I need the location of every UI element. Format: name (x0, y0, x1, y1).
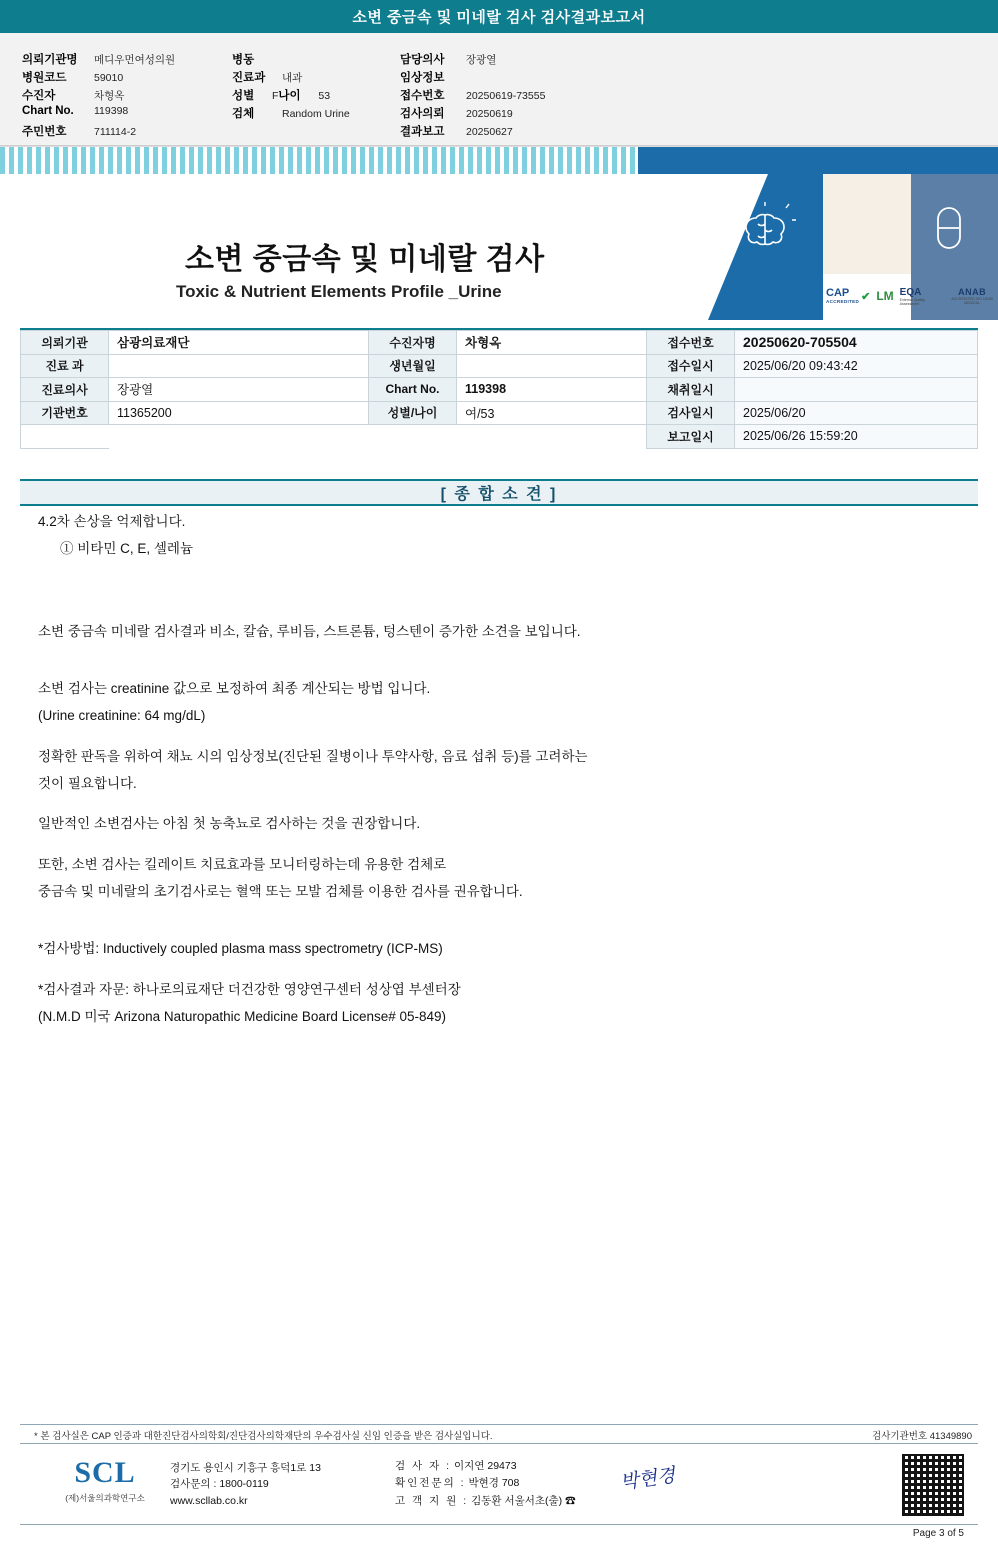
summary-line-top-1: 4.2차 손상을 억제합니다. (38, 514, 186, 529)
footer-accreditation-note: * 본 검사실은 CAP 인증과 대한진단검사의학회/진단검사의학재단의 우수검사실 신임 인증을 받은 검사실입니다. (34, 1431, 493, 1442)
anab-label: ANAB (958, 287, 987, 297)
brain-icon (734, 202, 796, 263)
cell-value-collect-datetime (735, 378, 978, 402)
cell-spacer-1 (21, 425, 109, 449)
cell-value-receipt-datetime: 2025/06/20 09:43:42 (735, 354, 978, 378)
report-title-korean: 소변 중금속 및 미네랄 검사 (185, 243, 545, 276)
summary-paragraph-chelation-2: 중금속 및 미네랄의 초기검사로는 혈액 또는 모발 검체를 이용한 검사를 권유합니다. (38, 884, 523, 900)
cell-value-department (109, 354, 369, 378)
table-row (21, 378, 978, 402)
emr-field-hospital-code (22, 69, 232, 87)
cell-label-receipt-datetime: 접수일시 (647, 354, 735, 378)
emr-label: 병원코드 (22, 72, 67, 84)
emr-value: 119398 (94, 105, 129, 117)
emr-label: 임상정보 (400, 72, 445, 84)
emr-field-resident-no (22, 123, 232, 141)
emr-value: 53 (318, 90, 331, 102)
spacer (38, 800, 958, 814)
eqa-label: EQA (899, 286, 922, 298)
cell-value-test-datetime: 2025/06/20 (735, 401, 978, 425)
table-row (21, 425, 978, 449)
cell-label-institution: 의뢰기관 (21, 331, 109, 355)
cell-label-inst-no: 기관번호 (21, 401, 109, 425)
spacer (38, 649, 958, 679)
cell-label-department: 진료 과 (21, 354, 109, 378)
cell-spacer-4 (457, 425, 647, 449)
footer-institution-code: 검사기관번호 41349890 (872, 1431, 972, 1442)
cell-value-accession: 20250620-705504 (735, 331, 978, 355)
emr-label: 검사의뢰 (400, 108, 445, 120)
spacer (38, 566, 958, 622)
cell-label-chart-no: Chart No. (369, 378, 457, 402)
cell-value-doctor: 장광열 (109, 378, 369, 402)
emr-field-department (232, 69, 402, 87)
cell-value-sex-age: 여/53 (457, 401, 647, 425)
tester-value: 이지연 29473 (454, 1460, 517, 1472)
cap-sub-label: ACCREDITED (826, 299, 860, 304)
signature-info-block (395, 1458, 576, 1510)
pill-icon (928, 202, 976, 257)
cell-value-institution: 삼광의료재단 (109, 331, 369, 355)
report-banner-title: 소변 중금속 및 미네랄 검사 검사결과보고서 (0, 0, 998, 33)
summary-advisor-1: *검사결과 자문: 하나로의료재단 더건강한 영양연구센터 성상엽 부센터장 (38, 982, 461, 998)
summary-test-method: *검사방법: Inductively coupled plasma mass spectrometry (ICP-MS) (38, 941, 443, 957)
accreditation-logos (826, 274, 998, 318)
emr-field-specimen (232, 105, 402, 123)
emr-value: 20250619-73555 (466, 90, 546, 102)
check-icon: ✔ (861, 290, 871, 303)
emr-label: 진료과 (232, 72, 266, 84)
summary-advisor-2: (N.M.D 미국 Arizona Naturopathic Medicine Board License# 05-849) (38, 1009, 447, 1025)
emr-label: Chart No. (22, 105, 74, 117)
emr-label: 접수번호 (400, 90, 445, 102)
summary-paragraph-findings: 소변 중금속 미네랄 검사결과 비소, 칼슘, 루비듬, 스트론튬, 텅스텐이 증가한 소견을 보입니다. (38, 623, 581, 639)
patient-info-table (20, 330, 978, 449)
emr-field-ward (232, 51, 402, 69)
cell-value-report-datetime: 2025/06/26 15:59:20 (735, 425, 978, 449)
summary-paragraph-chelation-1: 또한, 소변 검사는 킬레이트 치료효과를 모니터링하는데 유용한 검체로 (38, 857, 447, 873)
emr-field-report-date (400, 123, 700, 141)
cell-label-test-datetime: 검사일시 (647, 401, 735, 425)
page-number: Page 3 of 5 (912, 1528, 964, 1539)
cell-label-accession: 접수번호 (647, 331, 735, 355)
emr-label: 병동 (232, 54, 255, 66)
cap-label: CAP (826, 287, 850, 299)
scl-logo-subtitle: (제)서울의과학연구소 (65, 1493, 145, 1503)
report-title-area (0, 174, 998, 320)
summary-paragraph-recommendation: 일반적인 소변검사는 아침 첫 농축뇨로 검사하는 것을 권장합니다. (38, 816, 421, 832)
emr-column-clinical (232, 51, 402, 123)
scl-logo: SCL (74, 1456, 136, 1489)
summary-paragraph-creatinine-1: 소변 검사는 creatinine 값으로 보정하여 최종 계산되는 방법 입니다. (38, 680, 431, 696)
summary-paragraph-interpretation-1: 정확한 판독을 위하여 채뇨 시의 임상정보(진단된 질병이나 투약사항, 음료 섭취 등)를 고려하는 (38, 748, 588, 764)
emr-field-patient-name (22, 87, 232, 105)
confirm-label: 확인전문의 : (395, 1477, 466, 1490)
table-row (21, 401, 978, 425)
emr-label: 검체 (232, 108, 255, 120)
decorative-band (0, 146, 998, 175)
cell-label-birthdate: 생년월일 (369, 354, 457, 378)
emr-field-accession-no (400, 87, 700, 105)
scl-phone-line: 검사문의 : 1800-0119 (170, 1478, 269, 1491)
support-value: 김동환 서울서초(출) ☎ (471, 1494, 576, 1507)
emr-field-order-date (400, 105, 700, 123)
footer-bottom-rule (20, 1524, 978, 1525)
emr-label: 의뢰기관명 (22, 54, 78, 66)
footer-note-row (20, 1424, 978, 1444)
emr-field-doctor (400, 51, 700, 69)
summary-line-top-2: ① 비타민 C, E, 셀레늄 (60, 540, 194, 556)
cell-spacer-3 (369, 425, 457, 449)
decorative-band-right (638, 147, 998, 175)
scl-website-line[interactable]: www.scllab.co.kr (170, 1494, 248, 1507)
emr-value: 메디우먼여성의원 (94, 54, 176, 66)
table-row (21, 331, 978, 355)
emr-value: F (272, 90, 279, 102)
emr-field-institution (22, 51, 232, 69)
spacer (38, 733, 958, 747)
patient-info-table-wrap (20, 328, 978, 449)
cell-value-inst-no: 11365200 (109, 401, 369, 425)
report-footer (20, 1424, 978, 1544)
emr-value: Random Urine (282, 108, 350, 120)
emr-value: 장광열 (466, 54, 497, 66)
cell-value-patient-name: 차형옥 (457, 331, 647, 355)
emr-label: 주민번호 (22, 126, 67, 138)
footer-main (20, 1444, 978, 1524)
emr-value: 59010 (94, 72, 124, 84)
cell-label-collect-datetime: 채취일시 (647, 378, 735, 402)
tester-row (395, 1458, 576, 1475)
emr-label: 담당의사 (400, 54, 445, 66)
hero-block-cream (823, 174, 911, 274)
scl-address-block (170, 1460, 321, 1509)
emr-value: 20250619 (466, 108, 513, 120)
emr-field-chart-no (22, 105, 232, 123)
eqa-logo (900, 287, 941, 306)
scl-logo-block (50, 1456, 160, 1504)
anab-logo (946, 287, 998, 305)
report-title-english: Toxic & Nutrient Elements Profile _Urine (176, 282, 502, 301)
tester-label: 검 사 자 : (395, 1460, 452, 1472)
cell-label-doctor: 진료의사 (21, 378, 109, 402)
emr-field-sex-age (232, 87, 402, 105)
confirm-value: 박현경 708 (468, 1477, 520, 1490)
support-label: 고 객 지 원 : (395, 1494, 469, 1507)
emr-value: 20250627 (466, 126, 513, 138)
emr-label: 나이 (278, 90, 301, 102)
emr-field-clinical-info (400, 69, 700, 87)
support-row (395, 1493, 576, 1510)
lm-logo: LM (876, 289, 894, 303)
cell-value-birthdate (457, 354, 647, 378)
hero-graphic (638, 174, 998, 320)
spacer (38, 966, 958, 980)
emr-value: 내과 (282, 72, 303, 84)
emr-age-pair (278, 87, 330, 103)
cell-label-report-datetime: 보고일시 (647, 425, 735, 449)
emr-value: 차형옥 (94, 90, 125, 102)
emr-column-patient (22, 51, 232, 141)
cell-label-sex-age: 성별/나이 (369, 401, 457, 425)
summary-section-header: [ 종 합 소 견 ] (20, 479, 978, 506)
spacer (38, 841, 958, 855)
eqa-sub-label: External Quality Assessment (899, 297, 926, 306)
emr-value: 711114-2 (94, 126, 137, 138)
cell-value-chart-no: 119398 (457, 378, 647, 402)
summary-paragraph-interpretation-2: 것이 필요합니다. (38, 775, 137, 791)
cap-accredited-logo (826, 288, 870, 304)
emr-label: 성별 (232, 90, 255, 102)
cell-spacer-2 (109, 425, 369, 449)
emr-label: 수진자 (22, 90, 56, 102)
emr-column-order (400, 51, 700, 141)
cell-label-patient-name: 수진자명 (369, 331, 457, 355)
summary-body (38, 512, 958, 1034)
summary-paragraph-creatinine-2: (Urine creatinine: 64 mg/dL) (38, 707, 206, 723)
emr-header-strip (0, 33, 998, 146)
handwritten-signature: 박현경 (619, 1465, 677, 1494)
confirm-row (395, 1475, 576, 1492)
scl-address-line: 경기도 용인시 기흥구 흥덕1로 13 (170, 1462, 321, 1474)
anab-sub-label: ACCREDITED ISO 15189 MEDICAL (951, 297, 993, 305)
table-row (21, 354, 978, 378)
emr-label: 결과보고 (400, 126, 445, 138)
qr-code (902, 1454, 964, 1516)
spacer (38, 909, 958, 939)
